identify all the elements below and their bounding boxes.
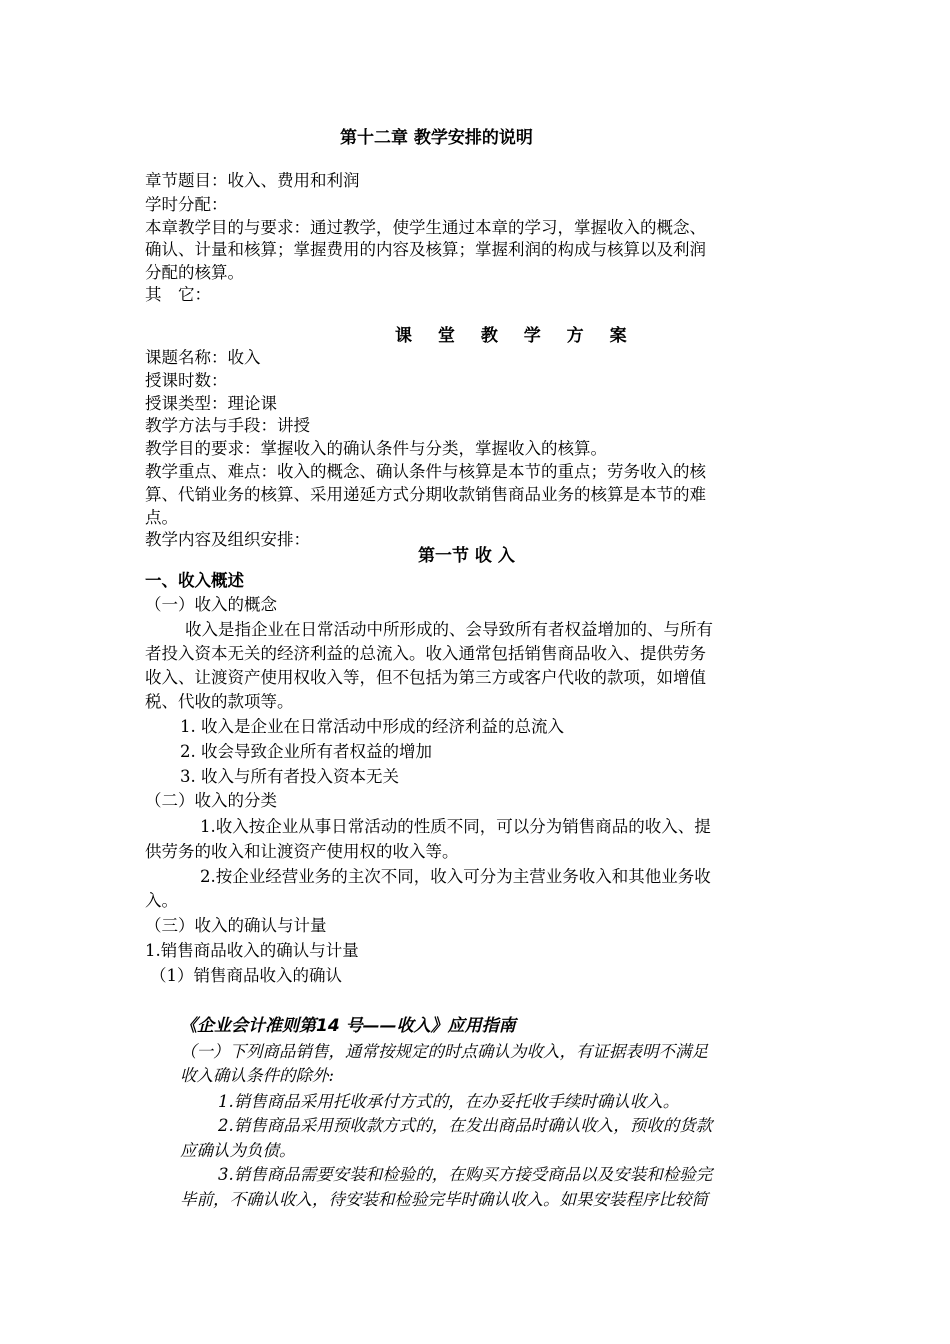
- guide-item-2-line-2: 应确认为负债。: [180, 1141, 296, 1160]
- guide-item-2-line-1: 2.销售商品采用预收款方式的，在发出商品时确认收入，预收的货款: [218, 1116, 713, 1135]
- chapter-title: 第十二章 教学安排的说明: [340, 128, 533, 148]
- guide-para-line-2: 收入确认条件的除外:: [180, 1066, 335, 1085]
- subsection-concept: （一）收入的概念: [145, 595, 277, 614]
- classification-1-line-2: 供劳务的收入和让渡资产使用权的收入等。: [145, 842, 459, 861]
- classification-1-line-1: 1.收入按企业从事日常活动的性质不同，可以分为销售商品的收入、提: [200, 817, 711, 836]
- plan-key-line-3: 点。: [145, 508, 178, 527]
- concept-para-line-1: 收入是指企业在日常活动中所形成的、会导致所有者权益增加的、与所有: [185, 620, 713, 639]
- guide-item-3-line-2: 毕前，不确认收入，待安装和检验完毕时确认收入。如果安装程序比较简: [180, 1190, 708, 1209]
- concept-para-line-2: 者投入资本无关的经济利益的总流入。收入通常包括销售商品收入、提供劳务: [145, 644, 706, 663]
- chapter-topic: 章节题目：收入、费用和利润: [145, 171, 360, 190]
- plan-hours: 授课时数：: [145, 371, 228, 390]
- recognition-item-1: 1.销售商品收入的确认与计量: [145, 941, 359, 960]
- plan-title: 课 堂 教 学 方 案: [395, 326, 637, 346]
- subsection-classification: （二）收入的分类: [145, 791, 277, 810]
- plan-key-line-2: 算、代销业务的核算、采用递延方式分期收款销售商品业务的核算是本节的难: [145, 485, 706, 504]
- guide-para-line-1: （一）下列商品销售，通常按规定的时点确认为收入，有证据表明不满足: [180, 1042, 708, 1061]
- chapter-goals-line-2: 确认、计量和核算；掌握费用的内容及核算；掌握利润的构成与核算以及利润: [145, 240, 706, 259]
- plan-name: 课题名称：收入: [145, 348, 261, 367]
- list-item-1: 1. 收入是企业在日常活动中形成的经济利益的总流入: [180, 717, 564, 736]
- subsection-recognition: （三）收入的确认与计量: [145, 916, 327, 935]
- concept-para-line-4: 税、代收的款项等。: [145, 692, 294, 711]
- concept-para-line-3: 收入、让渡资产使用权收入等，但不包括为第三方或客户代收的款项，如增值: [145, 668, 706, 687]
- guide-item-3-line-1: 3.销售商品需要安装和检验的，在购买方接受商品以及安装和检验完: [218, 1165, 713, 1184]
- plan-type: 授课类型：理论课: [145, 394, 277, 413]
- classification-2-line-1: 2.按企业经营业务的主次不同，收入可分为主营业务收入和其他业务收: [200, 867, 711, 886]
- recognition-item-1-1: （1）销售商品收入的确认: [150, 966, 342, 985]
- plan-method: 教学方法与手段：讲授: [145, 416, 310, 435]
- plan-content: 教学内容及组织安排：: [145, 530, 310, 549]
- list-item-2: 2. 收会导致企业所有者权益的增加: [180, 742, 432, 761]
- plan-purpose: 教学目的要求：掌握收入的确认条件与分类，掌握收入的核算。: [145, 439, 607, 458]
- classification-2-line-2: 入。: [145, 891, 178, 910]
- chapter-other: 其 它：: [145, 285, 211, 304]
- guide-title: 《企业会计准则第14 号——收入》应用指南: [180, 1016, 516, 1036]
- chapter-goals-line-1: 本章教学目的与要求：通过教学，使学生通过本章的学习，掌握收入的概念、: [145, 218, 706, 237]
- guide-item-1: 1.销售商品采用托收承付方式的，在办妥托收手续时确认收入。: [218, 1092, 680, 1111]
- section-heading-1: 一、收入概述: [145, 571, 244, 590]
- section-title: 第一节 收 入: [418, 546, 515, 566]
- plan-key-line-1: 教学重点、难点：收入的概念、确认条件与核算是本节的重点；劳务收入的核: [145, 462, 706, 481]
- chapter-goals-line-3: 分配的核算。: [145, 263, 244, 282]
- chapter-hours: 学时分配：: [145, 195, 228, 214]
- list-item-3: 3. 收入与所有者投入资本无关: [180, 767, 399, 786]
